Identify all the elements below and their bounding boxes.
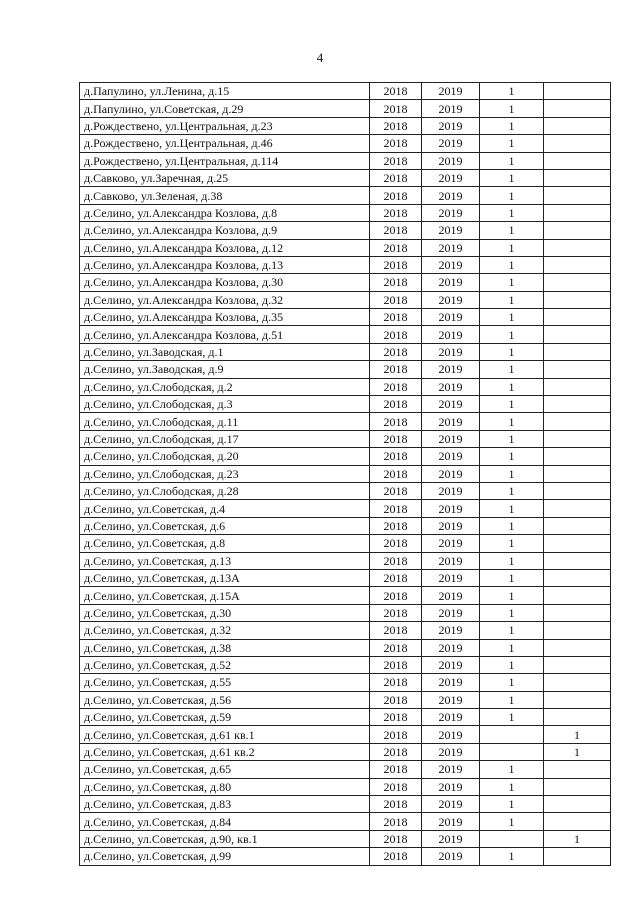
year-end-cell: 2019 bbox=[422, 622, 480, 639]
count-a-cell: 1 bbox=[480, 656, 544, 673]
year-start-cell: 2018 bbox=[370, 274, 422, 291]
year-start-cell: 2018 bbox=[370, 674, 422, 691]
year-end-cell: 2019 bbox=[422, 552, 480, 569]
year-end-cell: 2019 bbox=[422, 517, 480, 534]
year-end-cell: 2019 bbox=[422, 691, 480, 708]
table-row bbox=[80, 222, 611, 239]
year-end-cell: 2019 bbox=[422, 274, 480, 291]
address-cell: д.Селино, ул.Советская, д.30 bbox=[80, 604, 370, 621]
address-cell: д.Папулино, ул.Ленина, д.15 bbox=[80, 83, 370, 100]
count-b-cell bbox=[544, 796, 611, 813]
table-row bbox=[80, 778, 611, 795]
count-a-cell: 1 bbox=[480, 535, 544, 552]
year-start-cell: 2018 bbox=[370, 813, 422, 830]
year-end-cell: 2019 bbox=[422, 256, 480, 273]
count-a-cell: 1 bbox=[480, 709, 544, 726]
address-cell: д.Рождествено, ул.Центральная, д.46 bbox=[80, 135, 370, 152]
table-row bbox=[80, 761, 611, 778]
year-start-cell: 2018 bbox=[370, 656, 422, 673]
table-row bbox=[80, 587, 611, 604]
year-end-cell: 2019 bbox=[422, 726, 480, 743]
year-start-cell: 2018 bbox=[370, 639, 422, 656]
count-b-cell bbox=[544, 535, 611, 552]
address-cell: д.Селино, ул.Советская, д.32 bbox=[80, 622, 370, 639]
table-row bbox=[80, 622, 611, 639]
address-cell: д.Селино, ул.Советская, д.83 bbox=[80, 796, 370, 813]
address-cell: д.Селино, ул.Слободская, д.11 bbox=[80, 413, 370, 430]
count-a-cell: 1 bbox=[480, 378, 544, 395]
count-a-cell: 1 bbox=[480, 152, 544, 169]
table-row bbox=[80, 448, 611, 465]
count-a-cell bbox=[480, 726, 544, 743]
count-a-cell: 1 bbox=[480, 343, 544, 360]
year-start-cell: 2018 bbox=[370, 691, 422, 708]
year-end-cell: 2019 bbox=[422, 674, 480, 691]
count-a-cell: 1 bbox=[480, 326, 544, 343]
year-end-cell: 2019 bbox=[422, 709, 480, 726]
count-a-cell: 1 bbox=[480, 604, 544, 621]
table-row bbox=[80, 256, 611, 273]
address-cell: д.Селино, ул.Александра Козлова, д.13 bbox=[80, 256, 370, 273]
count-b-cell bbox=[544, 639, 611, 656]
year-end-cell: 2019 bbox=[422, 482, 480, 499]
count-b-cell bbox=[544, 413, 611, 430]
count-b-cell bbox=[544, 309, 611, 326]
count-a-cell: 1 bbox=[480, 239, 544, 256]
address-cell: д.Селино, ул.Александра Козлова, д.35 bbox=[80, 309, 370, 326]
table-row bbox=[80, 309, 611, 326]
year-start-cell: 2018 bbox=[370, 343, 422, 360]
count-b-cell bbox=[544, 709, 611, 726]
year-start-cell: 2018 bbox=[370, 413, 422, 430]
count-a-cell: 1 bbox=[480, 291, 544, 308]
table-row bbox=[80, 639, 611, 656]
count-a-cell: 1 bbox=[480, 552, 544, 569]
address-cell: д.Селино, ул.Александра Козлова, д.12 bbox=[80, 239, 370, 256]
count-a-cell: 1 bbox=[480, 691, 544, 708]
address-cell: д.Рождествено, ул.Центральная, д.23 bbox=[80, 117, 370, 134]
count-a-cell: 1 bbox=[480, 83, 544, 100]
year-start-cell: 2018 bbox=[370, 500, 422, 517]
count-a-cell: 1 bbox=[480, 169, 544, 186]
table-row bbox=[80, 482, 611, 499]
year-end-cell: 2019 bbox=[422, 413, 480, 430]
year-start-cell: 2018 bbox=[370, 569, 422, 586]
count-a-cell: 1 bbox=[480, 430, 544, 447]
page-number: 4 bbox=[316, 50, 324, 65]
year-end-cell: 2019 bbox=[422, 761, 480, 778]
table-row bbox=[80, 465, 611, 482]
address-cell: д.Селино, ул.Александра Козлова, д.8 bbox=[80, 204, 370, 221]
count-a-cell: 1 bbox=[480, 500, 544, 517]
year-start-cell: 2018 bbox=[370, 482, 422, 499]
year-end-cell: 2019 bbox=[422, 796, 480, 813]
year-end-cell: 2019 bbox=[422, 396, 480, 413]
count-b-cell bbox=[544, 152, 611, 169]
address-cell: д.Селино, ул.Советская, д.99 bbox=[80, 848, 370, 865]
table-row bbox=[80, 274, 611, 291]
count-b-cell bbox=[544, 343, 611, 360]
year-start-cell: 2018 bbox=[370, 396, 422, 413]
table-row bbox=[80, 326, 611, 343]
address-cell: д.Селино, ул.Александра Козлова, д.51 bbox=[80, 326, 370, 343]
table-row bbox=[80, 396, 611, 413]
year-end-cell: 2019 bbox=[422, 291, 480, 308]
year-start-cell: 2018 bbox=[370, 309, 422, 326]
year-start-cell: 2018 bbox=[370, 222, 422, 239]
count-a-cell: 1 bbox=[480, 448, 544, 465]
count-b-cell bbox=[544, 169, 611, 186]
year-start-cell: 2018 bbox=[370, 604, 422, 621]
address-cell: д.Селино, ул.Александра Козлова, д.9 bbox=[80, 222, 370, 239]
year-start-cell: 2018 bbox=[370, 535, 422, 552]
count-b-cell bbox=[544, 778, 611, 795]
address-cell: д.Папулино, ул.Советская, д.29 bbox=[80, 100, 370, 117]
year-end-cell: 2019 bbox=[422, 135, 480, 152]
count-b-cell bbox=[544, 569, 611, 586]
address-cell: д.Селино, ул.Советская, д.59 bbox=[80, 709, 370, 726]
count-b-cell bbox=[544, 396, 611, 413]
address-cell: д.Селино, ул.Заводская, д.9 bbox=[80, 361, 370, 378]
count-a-cell: 1 bbox=[480, 361, 544, 378]
count-b-cell bbox=[544, 222, 611, 239]
count-b-cell bbox=[544, 448, 611, 465]
table-row bbox=[80, 552, 611, 569]
count-a-cell: 1 bbox=[480, 482, 544, 499]
year-end-cell: 2019 bbox=[422, 448, 480, 465]
year-start-cell: 2018 bbox=[370, 100, 422, 117]
address-cell: д.Селино, ул.Советская, д.38 bbox=[80, 639, 370, 656]
year-start-cell: 2018 bbox=[370, 291, 422, 308]
year-end-cell: 2019 bbox=[422, 169, 480, 186]
address-cell: д.Селино, ул.Слободская, д.17 bbox=[80, 430, 370, 447]
year-start-cell: 2018 bbox=[370, 848, 422, 865]
year-end-cell: 2019 bbox=[422, 152, 480, 169]
table-row bbox=[80, 239, 611, 256]
count-b-cell bbox=[544, 656, 611, 673]
address-cell: д.Селино, ул.Советская, д.65 bbox=[80, 761, 370, 778]
year-end-cell: 2019 bbox=[422, 743, 480, 760]
table-row bbox=[80, 848, 611, 865]
table-row bbox=[80, 500, 611, 517]
year-start-cell: 2018 bbox=[370, 830, 422, 847]
count-b-cell: 1 bbox=[544, 830, 611, 847]
count-a-cell bbox=[480, 830, 544, 847]
count-b-cell bbox=[544, 622, 611, 639]
year-end-cell: 2019 bbox=[422, 587, 480, 604]
count-a-cell: 1 bbox=[480, 396, 544, 413]
table-row bbox=[80, 674, 611, 691]
address-cell: д.Селино, ул.Советская, д.13А bbox=[80, 569, 370, 586]
year-start-cell: 2018 bbox=[370, 361, 422, 378]
address-cell: д.Селино, ул.Советская, д.56 bbox=[80, 691, 370, 708]
count-a-cell: 1 bbox=[480, 117, 544, 134]
year-start-cell: 2018 bbox=[370, 378, 422, 395]
count-a-cell: 1 bbox=[480, 796, 544, 813]
table-row bbox=[80, 830, 611, 847]
table-row bbox=[80, 604, 611, 621]
count-b-cell bbox=[544, 691, 611, 708]
table-row bbox=[80, 535, 611, 552]
count-b-cell bbox=[544, 674, 611, 691]
address-cell: д.Селино, ул.Советская, д.52 bbox=[80, 656, 370, 673]
count-b-cell bbox=[544, 430, 611, 447]
count-b-cell bbox=[544, 326, 611, 343]
count-a-cell: 1 bbox=[480, 204, 544, 221]
address-cell: д.Селино, ул.Советская, д.84 bbox=[80, 813, 370, 830]
address-cell: д.Селино, ул.Александра Козлова, д.30 bbox=[80, 274, 370, 291]
year-end-cell: 2019 bbox=[422, 222, 480, 239]
address-cell: д.Селино, ул.Советская, д.15А bbox=[80, 587, 370, 604]
table-row bbox=[80, 187, 611, 204]
address-cell: д.Савково, ул.Зеленая, д.38 bbox=[80, 187, 370, 204]
count-b-cell bbox=[544, 239, 611, 256]
count-a-cell: 1 bbox=[480, 517, 544, 534]
count-b-cell bbox=[544, 761, 611, 778]
address-cell: д.Селино, ул.Советская, д.61 кв.2 bbox=[80, 743, 370, 760]
count-b-cell bbox=[544, 187, 611, 204]
year-end-cell: 2019 bbox=[422, 569, 480, 586]
address-cell: д.Селино, ул.Слободская, д.3 bbox=[80, 396, 370, 413]
year-start-cell: 2018 bbox=[370, 152, 422, 169]
count-b-cell bbox=[544, 100, 611, 117]
count-a-cell: 1 bbox=[480, 413, 544, 430]
year-end-cell: 2019 bbox=[422, 430, 480, 447]
count-b-cell bbox=[544, 378, 611, 395]
year-end-cell: 2019 bbox=[422, 830, 480, 847]
year-start-cell: 2018 bbox=[370, 239, 422, 256]
address-cell: д.Селино, ул.Заводская, д.1 bbox=[80, 343, 370, 360]
count-b-cell bbox=[544, 465, 611, 482]
count-b-cell bbox=[544, 552, 611, 569]
address-cell: д.Селино, ул.Советская, д.8 bbox=[80, 535, 370, 552]
table-row bbox=[80, 569, 611, 586]
table-row bbox=[80, 691, 611, 708]
year-start-cell: 2018 bbox=[370, 517, 422, 534]
year-end-cell: 2019 bbox=[422, 117, 480, 134]
count-b-cell bbox=[544, 291, 611, 308]
address-cell: д.Селино, ул.Советская, д.80 bbox=[80, 778, 370, 795]
year-start-cell: 2018 bbox=[370, 187, 422, 204]
table-row bbox=[80, 796, 611, 813]
year-start-cell: 2018 bbox=[370, 552, 422, 569]
count-a-cell: 1 bbox=[480, 848, 544, 865]
table-row bbox=[80, 117, 611, 134]
year-start-cell: 2018 bbox=[370, 83, 422, 100]
year-start-cell: 2018 bbox=[370, 448, 422, 465]
year-start-cell: 2018 bbox=[370, 117, 422, 134]
table-row bbox=[80, 169, 611, 186]
address-cell: д.Селино, ул.Слободская, д.20 bbox=[80, 448, 370, 465]
address-cell: д.Селино, ул.Советская, д.61 кв.1 bbox=[80, 726, 370, 743]
address-table bbox=[79, 82, 611, 866]
count-b-cell bbox=[544, 135, 611, 152]
year-end-cell: 2019 bbox=[422, 848, 480, 865]
count-b-cell bbox=[544, 256, 611, 273]
year-start-cell: 2018 bbox=[370, 465, 422, 482]
count-a-cell: 1 bbox=[480, 813, 544, 830]
year-end-cell: 2019 bbox=[422, 239, 480, 256]
address-cell: д.Селино, ул.Слободская, д.23 bbox=[80, 465, 370, 482]
address-cell: д.Селино, ул.Советская, д.13 bbox=[80, 552, 370, 569]
year-start-cell: 2018 bbox=[370, 256, 422, 273]
address-cell: д.Селино, ул.Советская, д.90, кв.1 bbox=[80, 830, 370, 847]
year-start-cell: 2018 bbox=[370, 430, 422, 447]
table-row bbox=[80, 83, 611, 100]
count-b-cell bbox=[544, 482, 611, 499]
count-a-cell: 1 bbox=[480, 465, 544, 482]
count-b-cell: 1 bbox=[544, 743, 611, 760]
count-a-cell: 1 bbox=[480, 587, 544, 604]
count-a-cell bbox=[480, 743, 544, 760]
year-start-cell: 2018 bbox=[370, 326, 422, 343]
table-row bbox=[80, 430, 611, 447]
count-b-cell bbox=[544, 604, 611, 621]
table-row bbox=[80, 291, 611, 308]
address-cell: д.Селино, ул.Советская, д.4 bbox=[80, 500, 370, 517]
count-b-cell bbox=[544, 848, 611, 865]
count-b-cell: 1 bbox=[544, 726, 611, 743]
count-a-cell: 1 bbox=[480, 135, 544, 152]
count-a-cell: 1 bbox=[480, 256, 544, 273]
address-cell: д.Селино, ул.Слободская, д.2 bbox=[80, 378, 370, 395]
count-b-cell bbox=[544, 500, 611, 517]
count-a-cell: 1 bbox=[480, 309, 544, 326]
table-row bbox=[80, 413, 611, 430]
table-row bbox=[80, 813, 611, 830]
year-start-cell: 2018 bbox=[370, 778, 422, 795]
year-start-cell: 2018 bbox=[370, 622, 422, 639]
count-a-cell: 1 bbox=[480, 622, 544, 639]
address-cell: д.Селино, ул.Советская, д.6 bbox=[80, 517, 370, 534]
count-b-cell bbox=[544, 83, 611, 100]
count-a-cell: 1 bbox=[480, 569, 544, 586]
year-start-cell: 2018 bbox=[370, 204, 422, 221]
year-start-cell: 2018 bbox=[370, 726, 422, 743]
address-cell: д.Селино, ул.Александра Козлова, д.32 bbox=[80, 291, 370, 308]
count-a-cell: 1 bbox=[480, 761, 544, 778]
year-end-cell: 2019 bbox=[422, 100, 480, 117]
count-b-cell bbox=[544, 587, 611, 604]
year-end-cell: 2019 bbox=[422, 83, 480, 100]
year-end-cell: 2019 bbox=[422, 500, 480, 517]
count-b-cell bbox=[544, 813, 611, 830]
table-row bbox=[80, 135, 611, 152]
table-row bbox=[80, 100, 611, 117]
year-end-cell: 2019 bbox=[422, 639, 480, 656]
address-cell: д.Савково, ул.Заречная, д.25 bbox=[80, 169, 370, 186]
count-a-cell: 1 bbox=[480, 222, 544, 239]
count-a-cell: 1 bbox=[480, 187, 544, 204]
year-end-cell: 2019 bbox=[422, 465, 480, 482]
table-row bbox=[80, 517, 611, 534]
count-b-cell bbox=[544, 117, 611, 134]
count-b-cell bbox=[544, 361, 611, 378]
year-start-cell: 2018 bbox=[370, 169, 422, 186]
year-start-cell: 2018 bbox=[370, 761, 422, 778]
year-start-cell: 2018 bbox=[370, 709, 422, 726]
year-start-cell: 2018 bbox=[370, 796, 422, 813]
year-end-cell: 2019 bbox=[422, 604, 480, 621]
address-cell: д.Селино, ул.Советская, д.55 bbox=[80, 674, 370, 691]
count-a-cell: 1 bbox=[480, 100, 544, 117]
count-a-cell: 1 bbox=[480, 639, 544, 656]
year-end-cell: 2019 bbox=[422, 361, 480, 378]
count-b-cell bbox=[544, 517, 611, 534]
count-a-cell: 1 bbox=[480, 274, 544, 291]
table-row bbox=[80, 743, 611, 760]
count-a-cell: 1 bbox=[480, 778, 544, 795]
table-row bbox=[80, 709, 611, 726]
year-end-cell: 2019 bbox=[422, 778, 480, 795]
year-end-cell: 2019 bbox=[422, 343, 480, 360]
address-cell: д.Селино, ул.Слободская, д.28 bbox=[80, 482, 370, 499]
year-end-cell: 2019 bbox=[422, 378, 480, 395]
table-row bbox=[80, 152, 611, 169]
year-end-cell: 2019 bbox=[422, 187, 480, 204]
table-row bbox=[80, 378, 611, 395]
year-start-cell: 2018 bbox=[370, 135, 422, 152]
table-row bbox=[80, 726, 611, 743]
year-end-cell: 2019 bbox=[422, 813, 480, 830]
year-end-cell: 2019 bbox=[422, 656, 480, 673]
address-table-body bbox=[80, 83, 611, 866]
table-row bbox=[80, 204, 611, 221]
table-row bbox=[80, 656, 611, 673]
count-a-cell: 1 bbox=[480, 674, 544, 691]
year-end-cell: 2019 bbox=[422, 535, 480, 552]
year-end-cell: 2019 bbox=[422, 309, 480, 326]
table-row bbox=[80, 343, 611, 360]
table-row bbox=[80, 361, 611, 378]
count-b-cell bbox=[544, 204, 611, 221]
address-cell: д.Рождествено, ул.Центральная, д.114 bbox=[80, 152, 370, 169]
year-start-cell: 2018 bbox=[370, 743, 422, 760]
year-start-cell: 2018 bbox=[370, 587, 422, 604]
year-end-cell: 2019 bbox=[422, 326, 480, 343]
year-end-cell: 2019 bbox=[422, 204, 480, 221]
count-b-cell bbox=[544, 274, 611, 291]
